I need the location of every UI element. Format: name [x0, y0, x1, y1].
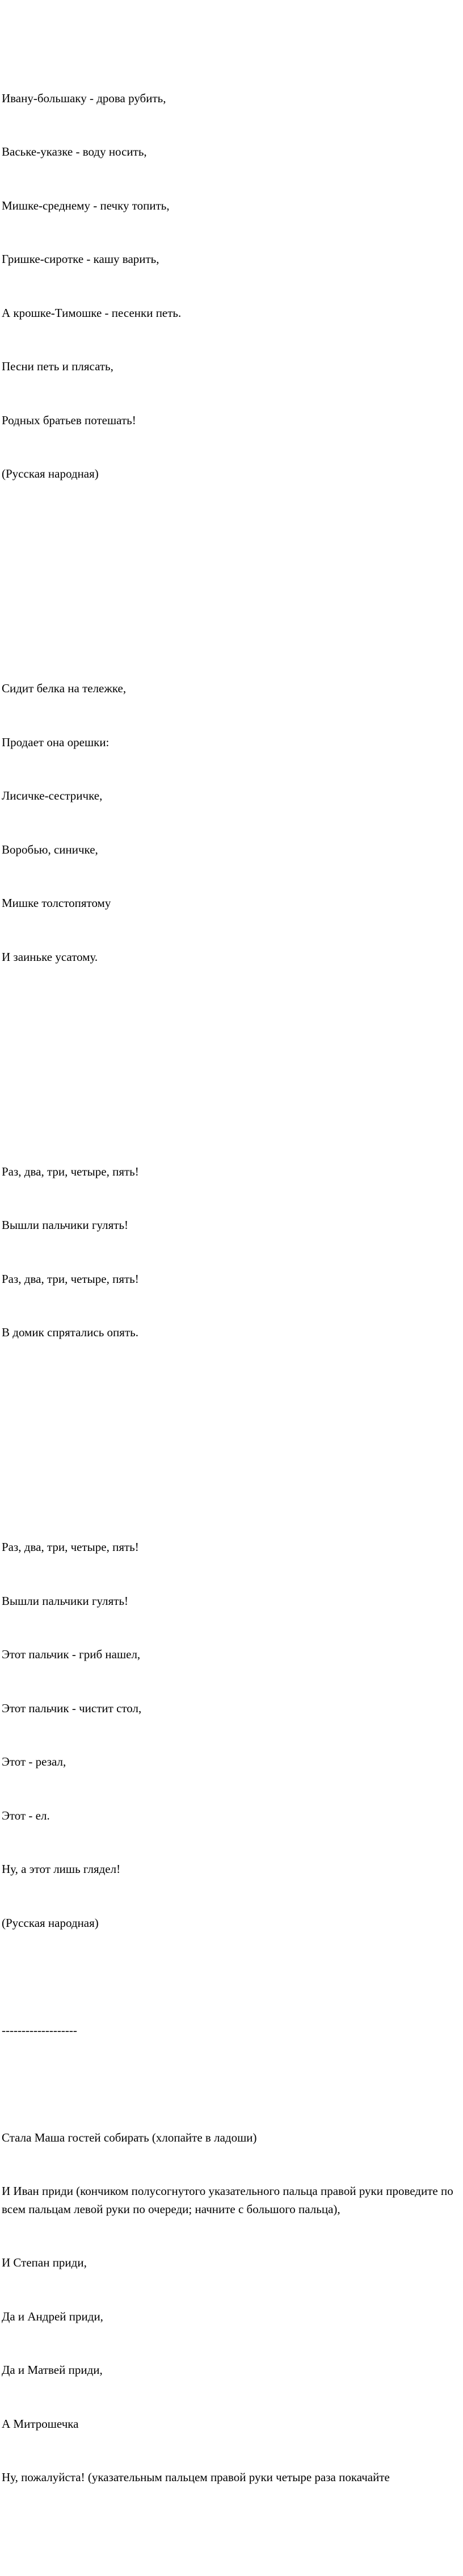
text-line: Родных братьев потешать! — [2, 413, 136, 427]
text-line: Гришке-сиротке - кашу варить, — [2, 252, 159, 266]
text-line: А крошке-Тимошке - песенки петь. — [2, 306, 182, 320]
text-line: Стала Маша гостей собирать (хлопайте в ладоши) — [2, 2130, 257, 2144]
text-line: Песни петь и плясать, — [2, 359, 113, 373]
text-line: Мишке-среднему - печку топить, — [2, 198, 170, 212]
text-line: Раз, два, три, четыре, пять! — [2, 1164, 139, 1178]
text-line: Этот - ел. — [2, 1808, 50, 1822]
text-line: Раз, два, три, четыре, пять! — [2, 1540, 139, 1554]
text-line: Вышли пальчики гулять! — [2, 1218, 129, 1232]
text-line: И заиньке усатому. — [2, 950, 98, 964]
stanza-paltchiki-2 — [2, 1503, 462, 1968]
text-line: А Митрошечка — [2, 2416, 79, 2431]
stanza-gap — [2, 1056, 462, 1074]
stanza-belka — [2, 644, 462, 1002]
text-line: Ну, пожалуйста! (указательным пальцем правой руки четыре раза покачайте — [2, 2470, 390, 2484]
text-line: И Иван приди (кончиком полусогнутого указательного пальца правой руки проведите по всем пальцам левой руки по очереди; начните с большого пальца), — [2, 2184, 453, 2216]
attribution: (Русская народная) — [2, 1916, 99, 1930]
text-line: Ну, а этот лишь глядел! — [2, 1862, 121, 1876]
stanza-gap — [2, 1431, 462, 1449]
stanza-ivan-bolshak — [2, 54, 462, 519]
stanza-masha — [2, 2093, 462, 2523]
attribution: (Русская народная) — [2, 467, 99, 480]
text-line: И Степан приди, — [2, 2256, 87, 2269]
text-line: Продает она орешки: — [2, 735, 110, 749]
text-line: Раз, два, три, четыре, пять! — [2, 1272, 139, 1286]
stanza-gap — [2, 572, 462, 591]
text-line: Мишке толстопятому — [2, 896, 111, 910]
text-line: Да и Матвей приди, — [2, 2363, 103, 2377]
text-line: Этот пальчик - гриб нашел, — [2, 1647, 141, 1661]
poem-text — [2, 0, 462, 2576]
text-line: Да и Андрей приди, — [2, 2309, 103, 2323]
text-line: В домик спрятались опять. — [2, 1325, 138, 1339]
text-line: Вышли пальчики гулять! — [2, 1594, 129, 1608]
text-line: Ваське-указке - воду носить, — [2, 145, 147, 158]
text-line: Лисичке-сестричке, — [2, 789, 103, 802]
text-line: Воробью, синичке, — [2, 842, 98, 856]
separator-line: ------------------- — [2, 2023, 77, 2037]
text-line: Ивану-большаку - дрова рубить, — [2, 91, 166, 105]
stanza-paltchiki-1 — [2, 1127, 462, 1378]
text-line: Этот - резал, — [2, 1755, 66, 1768]
text-line: Сидит белка на тележке, — [2, 681, 127, 695]
text-line: Этот пальчик - чистит стол, — [2, 1701, 142, 1715]
